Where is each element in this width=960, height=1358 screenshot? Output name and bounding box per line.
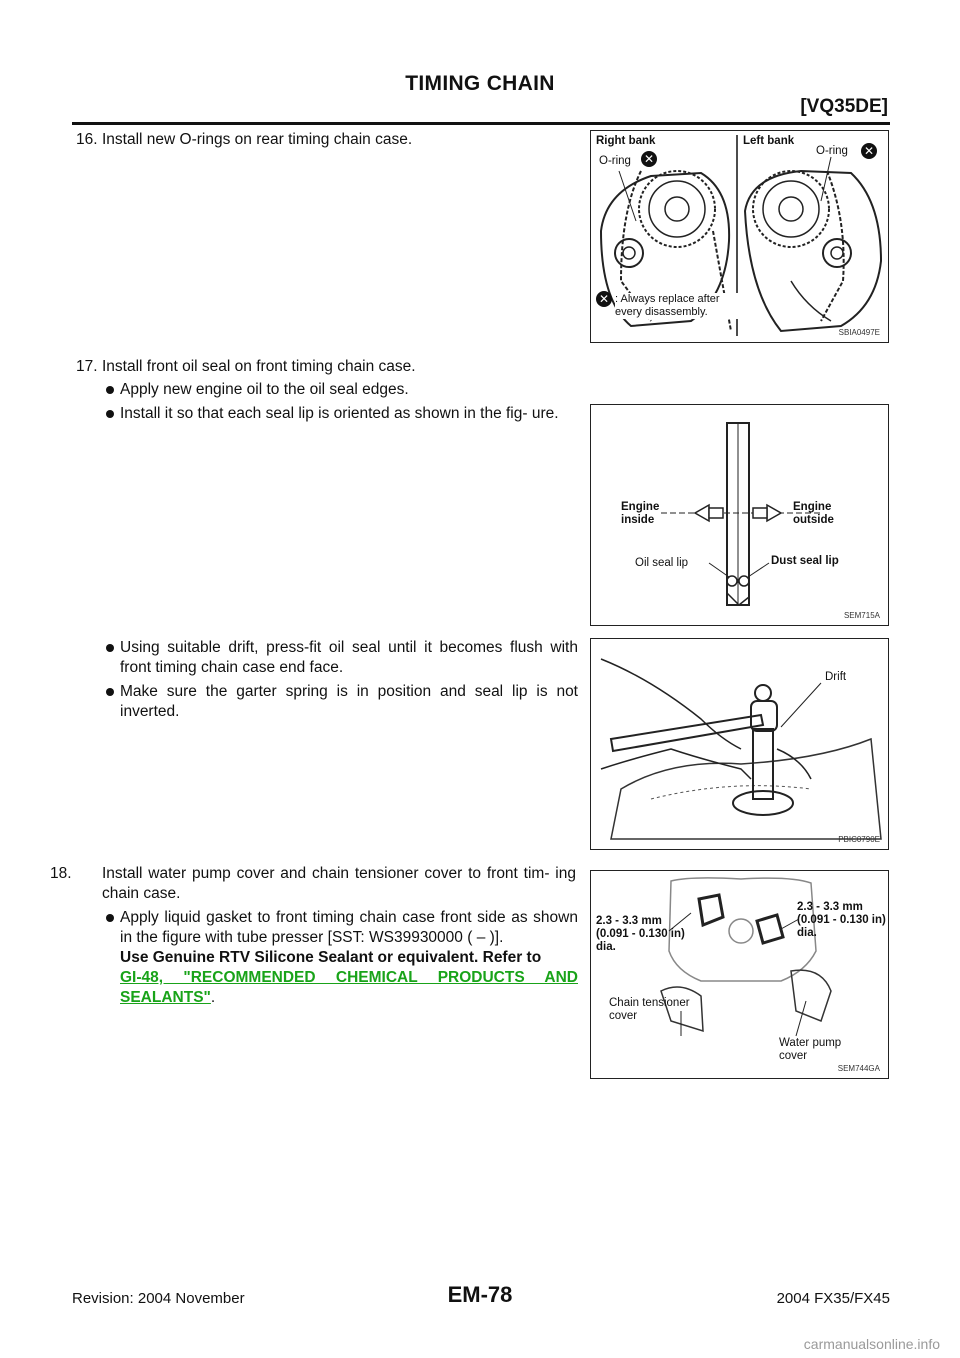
bullet-icon — [106, 410, 114, 418]
step-text: Install water pump cover and chain tensioner cover to front tim- ing chain case. — [102, 865, 576, 902]
dimension-left-label: 2.3 - 3.3 mm (0.091 - 0.130 in) dia. — [596, 915, 685, 953]
step-17 — [76, 357, 576, 377]
bullet-icon — [106, 688, 114, 696]
replace-icon: ✕ — [861, 143, 877, 159]
left-bank-label: Left bank — [743, 135, 795, 147]
bullet-icon — [106, 386, 114, 394]
figure-drift — [590, 638, 889, 850]
figure-code: SBIA0497E — [838, 328, 880, 337]
watermark: carmanualsonline.info — [803, 1336, 940, 1352]
bullet-item: Apply liquid gasket to front timing chain case front side as shown in the figure with tube presser [SST: WS39930000 ( – )]. Use Genuine RTV Silicone Sealant or equivalent. Refer to GI-48, "RECOMMENDED CHEMICAL PRODUCTS AND SEALANTS". — [120, 908, 578, 1008]
bullet-icon — [106, 644, 114, 652]
step-18 — [50, 864, 576, 904]
step-number: 16. — [76, 131, 98, 148]
chain-tensioner-cover-label: Chain tensioner cover — [609, 997, 690, 1022]
bullet-item: Using suitable drift, press-fit oil seal until it becomes flush with front timing chain case end face. — [120, 638, 578, 678]
dimension-right-label: 2.3 - 3.3 mm (0.091 - 0.130 in) dia. — [797, 901, 886, 939]
o-ring-left-label: O-ring — [816, 145, 848, 157]
page-number: EM-78 — [447, 1282, 513, 1307]
bullet-icon — [106, 914, 114, 922]
figure-seal-orientation — [590, 404, 889, 626]
figure-code: SEM715A — [843, 611, 880, 620]
figure-covers — [590, 870, 889, 1079]
page-title: TIMING CHAIN — [405, 72, 555, 95]
step-number: 17. — [76, 358, 98, 375]
revision-text: Revision: 2004 November — [72, 1290, 245, 1307]
step-16 — [76, 130, 566, 150]
bullet-item: Apply new engine oil to the oil seal edges. — [120, 380, 578, 400]
model-text: 2004 FX35/FX45 — [776, 1290, 890, 1307]
step-text: Install new O-rings on rear timing chain case. — [102, 131, 413, 148]
engine-inside-label: Engine inside — [621, 501, 660, 526]
replace-icon: ✕ — [641, 151, 657, 167]
replace-icon: ✕ — [596, 291, 612, 307]
engine-code: [VQ35DE] — [800, 96, 888, 117]
drift-label: Drift — [825, 671, 847, 683]
sealant-note: Use Genuine RTV Silicone Sealant or equivalent. Refer to — [120, 949, 542, 966]
dust-seal-lip-label: Dust seal lip — [771, 555, 839, 567]
bullet-item: Make sure the garter spring is in position and seal lip is not inverted. — [120, 682, 578, 722]
water-pump-cover-label: Water pump cover — [779, 1037, 842, 1062]
oil-seal-lip-label: Oil seal lip — [635, 557, 689, 569]
figure-o-rings — [590, 130, 889, 343]
reference-link[interactable]: GI-48, "RECOMMENDED CHEMICAL PRODUCTS AND SEALANTS" — [120, 969, 578, 1006]
bullet-item: Install it so that each seal lip is oriented as shown in the fig- ure. — [120, 404, 578, 424]
o-ring-right-label: O-ring — [599, 155, 631, 167]
header-rule — [72, 122, 890, 125]
replace-note: : Always replace after every disassembly. — [615, 293, 745, 319]
step-number: 18. — [50, 865, 72, 882]
figure-code: SEM744GA — [837, 1064, 880, 1073]
right-bank-label: Right bank — [596, 135, 656, 147]
step-text: Install front oil seal on front timing chain case. — [102, 358, 416, 375]
figure-code: PBIC0790E — [838, 835, 880, 844]
engine-outside-label: Engine outside — [793, 501, 834, 526]
